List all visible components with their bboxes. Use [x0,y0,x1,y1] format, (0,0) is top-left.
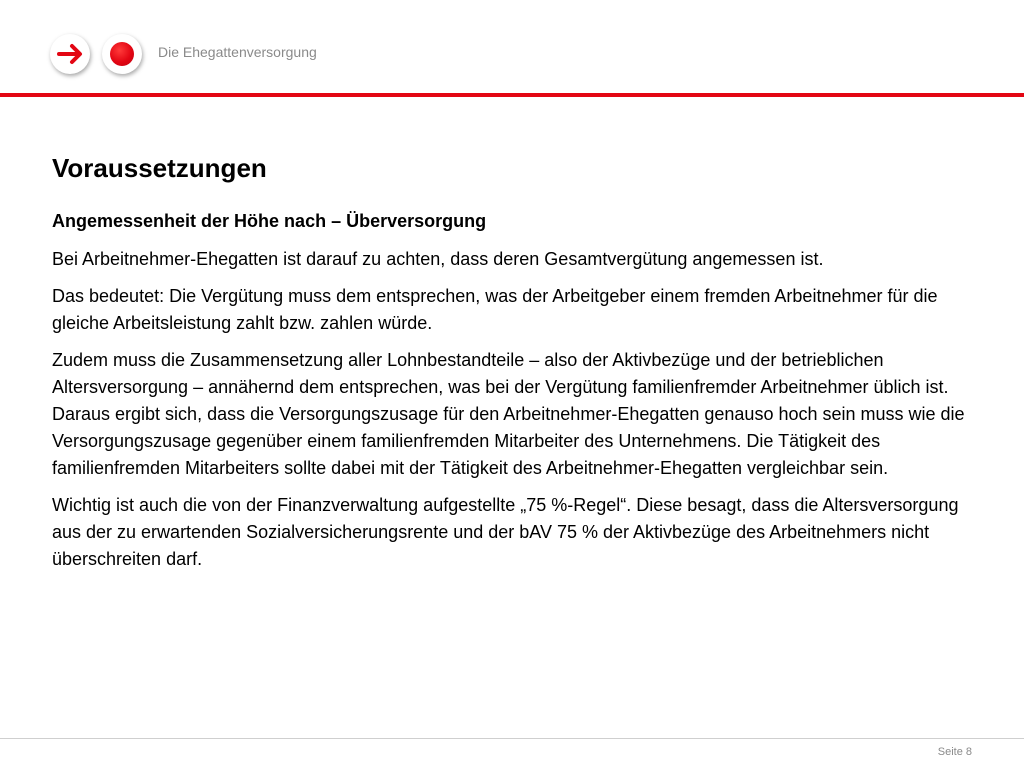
paragraph-2: Das bedeutet: Die Vergütung muss dem entsprechen, was der Arbeitgeber einem fremden Arbeitnehmer für die gleiche Arbeitsleistung zahlt bzw. zahlen würde. [52,286,938,333]
paragraph-3: Zudem muss die Zusammensetzung aller Lohnbestandteile – also der Aktivbezüge und der betrieblichen Altersversorgung – annähernd dem entsprechen, was bei der Vergütung familienfremder Arbeitnehmer üblich ist. Daraus ergibt sich, dass die Versorgungszusage für den Arbeitnehmer-Ehegatten genauso hoch sein muss wie die Versorgungszusage gegenüber einem familienfremden Mitarbeiter des Unternehmens. Die Tätigkeit des familienfremden Mitarbeiters sollte dabei mit der Tätigkeit des Arbeitnehmer-Ehegatten vergleichbar sein. [52,350,965,478]
page-number: Seite 8 [937,746,972,758]
paragraph-4: Wichtig ist auch die von der Finanzverwaltung aufgestellte „75 %-Regel“. Diese besagt, dass die Altersversorgung aus der zu erwartenden Sozialversicherungsrente und der bAV 75 % der Aktivbezüge des Arbeitnehmers nicht überschreiten darf. [52,495,959,569]
header [0,0,1024,96]
header-title: Die Ehegattenversorgung [158,44,317,60]
page-title: Voraussetzungen [52,153,267,183]
content [52,150,982,583]
red-dot-icon [102,34,142,74]
section-subheading: Angemessenheit der Höhe nach – Überversorgung [52,211,487,231]
footer-divider [0,738,1024,739]
paragraph-1: Bei Arbeitnehmer-Ehegatten ist darauf zu achten, dass deren Gesamtvergütung angemessen ist. [52,249,824,269]
header-divider [0,93,1024,97]
arrow-right-icon [50,34,90,74]
